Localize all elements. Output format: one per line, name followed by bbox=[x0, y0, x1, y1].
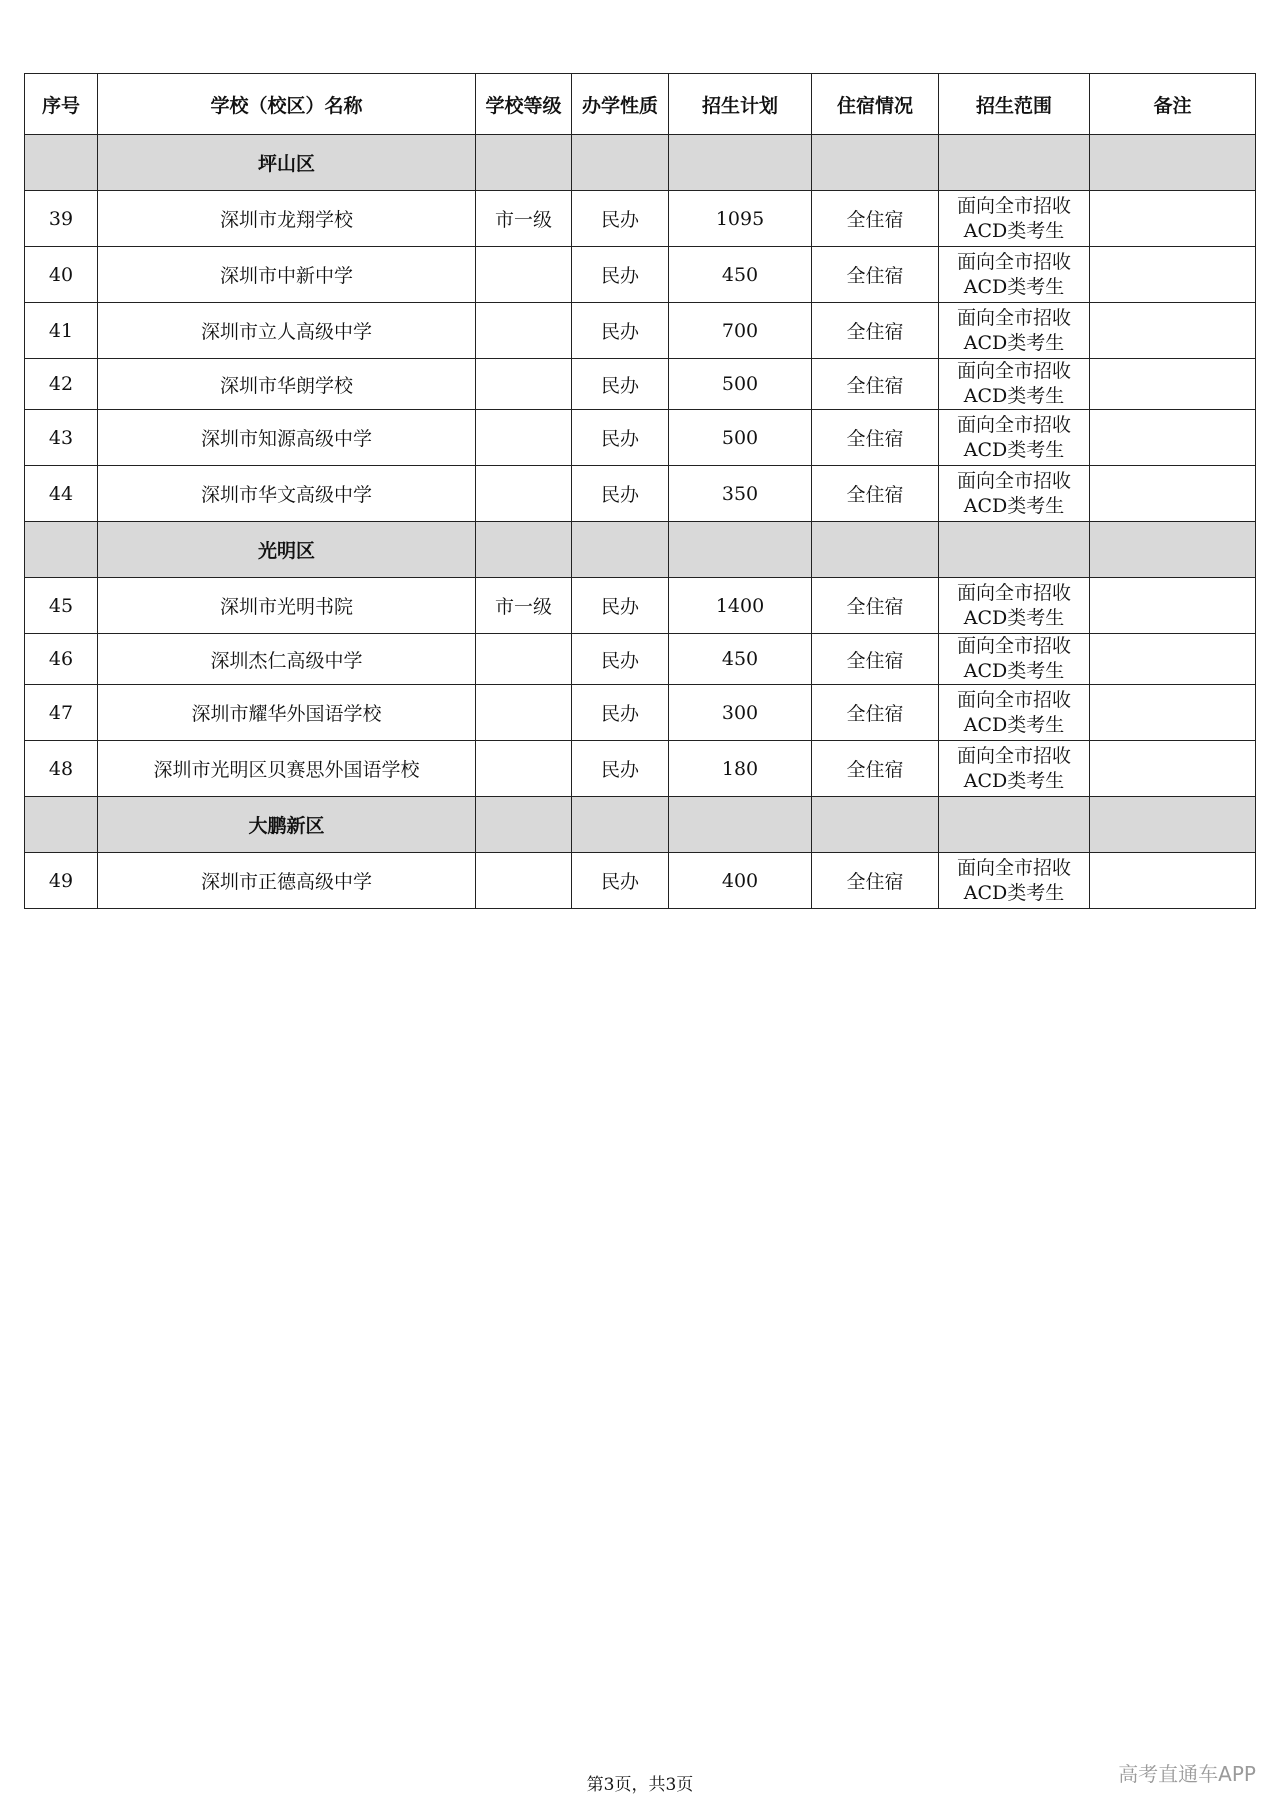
row-lodging: 全住宿 bbox=[812, 741, 939, 797]
scope-line-1: 面向全市招收 bbox=[956, 194, 1071, 217]
row-scope bbox=[939, 634, 1090, 685]
row-lodging: 全住宿 bbox=[812, 303, 939, 359]
row-level bbox=[476, 359, 572, 410]
row-note bbox=[1090, 410, 1256, 466]
row-plan: 400 bbox=[669, 853, 812, 909]
row-nature: 民办 bbox=[572, 247, 669, 303]
row-scope bbox=[939, 578, 1090, 634]
scope-line-1: 面向全市招收 bbox=[956, 856, 1071, 879]
row-plan: 1400 bbox=[669, 578, 812, 634]
row-no: 48 bbox=[25, 741, 98, 797]
table-row bbox=[25, 578, 1256, 634]
row-school-name: 深圳市耀华外国语学校 bbox=[98, 685, 476, 741]
row-scope bbox=[939, 853, 1090, 909]
row-scope bbox=[939, 303, 1090, 359]
row-level bbox=[476, 685, 572, 741]
row-school-name: 深圳市龙翔学校 bbox=[98, 191, 476, 247]
row-plan: 350 bbox=[669, 466, 812, 522]
row-level bbox=[476, 741, 572, 797]
row-lodging: 全住宿 bbox=[812, 466, 939, 522]
table-row bbox=[25, 853, 1256, 909]
table-row bbox=[25, 191, 1256, 247]
row-plan: 450 bbox=[669, 247, 812, 303]
table-row bbox=[25, 634, 1256, 685]
row-lodging: 全住宿 bbox=[812, 410, 939, 466]
header-enrollment-scope: 招生范围 bbox=[939, 74, 1090, 135]
row-no: 45 bbox=[25, 578, 98, 634]
table-row bbox=[25, 359, 1256, 410]
row-level: 市一级 bbox=[476, 191, 572, 247]
scope-line-1: 面向全市招收 bbox=[956, 250, 1071, 273]
row-plan: 1095 bbox=[669, 191, 812, 247]
row-nature: 民办 bbox=[572, 191, 669, 247]
header-school-name: 学校（校区）名称 bbox=[98, 74, 476, 135]
row-lodging: 全住宿 bbox=[812, 685, 939, 741]
row-nature: 民办 bbox=[572, 359, 669, 410]
row-school-name: 深圳市华文高级中学 bbox=[98, 466, 476, 522]
scope-line-2: ACD类考生 bbox=[963, 769, 1065, 792]
scope-line-2: ACD类考生 bbox=[963, 385, 1065, 407]
table-row bbox=[25, 410, 1256, 466]
row-school-name: 深圳市光明书院 bbox=[98, 578, 476, 634]
row-school-name: 深圳市中新中学 bbox=[98, 247, 476, 303]
row-school-name: 深圳市知源高级中学 bbox=[98, 410, 476, 466]
row-school-name: 深圳市正德高级中学 bbox=[98, 853, 476, 909]
row-nature: 民办 bbox=[572, 466, 669, 522]
row-note bbox=[1090, 741, 1256, 797]
district-name: 光明区 bbox=[98, 522, 476, 578]
row-no: 40 bbox=[25, 247, 98, 303]
row-lodging: 全住宿 bbox=[812, 247, 939, 303]
row-no: 43 bbox=[25, 410, 98, 466]
scope-line-1: 面向全市招收 bbox=[956, 635, 1071, 657]
row-note bbox=[1090, 466, 1256, 522]
enrollment-table bbox=[24, 73, 1256, 909]
row-nature: 民办 bbox=[572, 741, 669, 797]
row-level bbox=[476, 303, 572, 359]
scope-line-2: ACD类考生 bbox=[963, 331, 1065, 354]
row-no: 44 bbox=[25, 466, 98, 522]
row-level bbox=[476, 410, 572, 466]
table-row bbox=[25, 303, 1256, 359]
scope-line-1: 面向全市招收 bbox=[956, 581, 1071, 604]
scope-line-1: 面向全市招收 bbox=[956, 413, 1071, 436]
row-scope bbox=[939, 466, 1090, 522]
row-plan: 450 bbox=[669, 634, 812, 685]
table-row bbox=[25, 247, 1256, 303]
scope-line-1: 面向全市招收 bbox=[956, 469, 1071, 492]
row-level bbox=[476, 466, 572, 522]
watermark: 高考直通车APP bbox=[1118, 1762, 1256, 1786]
scope-line-2: ACD类考生 bbox=[963, 606, 1065, 629]
page-footer: 第3页，共3页 bbox=[586, 1775, 694, 1795]
header-enrollment-plan: 招生计划 bbox=[669, 74, 812, 135]
row-nature: 民办 bbox=[572, 853, 669, 909]
row-nature: 民办 bbox=[572, 410, 669, 466]
row-no: 39 bbox=[25, 191, 98, 247]
header-lodging: 住宿情况 bbox=[812, 74, 939, 135]
header-no: 序号 bbox=[25, 74, 98, 135]
row-scope bbox=[939, 191, 1090, 247]
scope-line-2: ACD类考生 bbox=[963, 660, 1065, 682]
table-row bbox=[25, 685, 1256, 741]
row-school-name: 深圳杰仁高级中学 bbox=[98, 634, 476, 685]
row-lodging: 全住宿 bbox=[812, 578, 939, 634]
row-plan: 700 bbox=[669, 303, 812, 359]
row-scope bbox=[939, 359, 1090, 410]
scope-line-1: 面向全市招收 bbox=[956, 744, 1071, 767]
row-no: 41 bbox=[25, 303, 98, 359]
row-plan: 300 bbox=[669, 685, 812, 741]
scope-line-1: 面向全市招收 bbox=[956, 688, 1071, 711]
scope-line-2: ACD类考生 bbox=[963, 219, 1065, 242]
row-lodging: 全住宿 bbox=[812, 191, 939, 247]
row-school-name: 深圳市华朗学校 bbox=[98, 359, 476, 410]
scope-line-2: ACD类考生 bbox=[963, 881, 1065, 904]
row-level bbox=[476, 853, 572, 909]
header-school-nature: 办学性质 bbox=[572, 74, 669, 135]
district-row bbox=[25, 797, 1256, 853]
row-no: 42 bbox=[25, 359, 98, 410]
district-row bbox=[25, 135, 1256, 191]
row-note bbox=[1090, 634, 1256, 685]
row-school-name: 深圳市光明区贝赛思外国语学校 bbox=[98, 741, 476, 797]
scope-line-2: ACD类考生 bbox=[963, 713, 1065, 736]
row-level bbox=[476, 634, 572, 685]
row-note bbox=[1090, 247, 1256, 303]
row-nature: 民办 bbox=[572, 634, 669, 685]
row-plan: 500 bbox=[669, 410, 812, 466]
row-note bbox=[1090, 191, 1256, 247]
header-school-level: 学校等级 bbox=[476, 74, 572, 135]
row-plan: 180 bbox=[669, 741, 812, 797]
row-school-name: 深圳市立人高级中学 bbox=[98, 303, 476, 359]
district-name: 大鹏新区 bbox=[98, 797, 476, 853]
row-note bbox=[1090, 685, 1256, 741]
row-scope bbox=[939, 741, 1090, 797]
scope-line-2: ACD类考生 bbox=[963, 275, 1065, 298]
row-level bbox=[476, 247, 572, 303]
district-name: 坪山区 bbox=[98, 135, 476, 191]
row-scope bbox=[939, 685, 1090, 741]
row-scope bbox=[939, 247, 1090, 303]
row-note bbox=[1090, 853, 1256, 909]
row-lodging: 全住宿 bbox=[812, 634, 939, 685]
table-row bbox=[25, 466, 1256, 522]
row-no: 47 bbox=[25, 685, 98, 741]
scope-line-2: ACD类考生 bbox=[963, 494, 1065, 517]
scope-line-1: 面向全市招收 bbox=[956, 306, 1071, 329]
row-lodging: 全住宿 bbox=[812, 359, 939, 410]
row-plan: 500 bbox=[669, 359, 812, 410]
scope-line-1: 面向全市招收 bbox=[956, 360, 1071, 382]
scope-line-2: ACD类考生 bbox=[963, 438, 1065, 461]
table-header-row bbox=[25, 74, 1256, 135]
row-nature: 民办 bbox=[572, 685, 669, 741]
row-nature: 民办 bbox=[572, 578, 669, 634]
row-nature: 民办 bbox=[572, 303, 669, 359]
row-lodging: 全住宿 bbox=[812, 853, 939, 909]
row-note bbox=[1090, 303, 1256, 359]
table-row bbox=[25, 741, 1256, 797]
row-scope bbox=[939, 410, 1090, 466]
row-note bbox=[1090, 359, 1256, 410]
row-note bbox=[1090, 578, 1256, 634]
header-notes: 备注 bbox=[1090, 74, 1256, 135]
district-row bbox=[25, 522, 1256, 578]
row-no: 49 bbox=[25, 853, 98, 909]
row-no: 46 bbox=[25, 634, 98, 685]
row-level: 市一级 bbox=[476, 578, 572, 634]
